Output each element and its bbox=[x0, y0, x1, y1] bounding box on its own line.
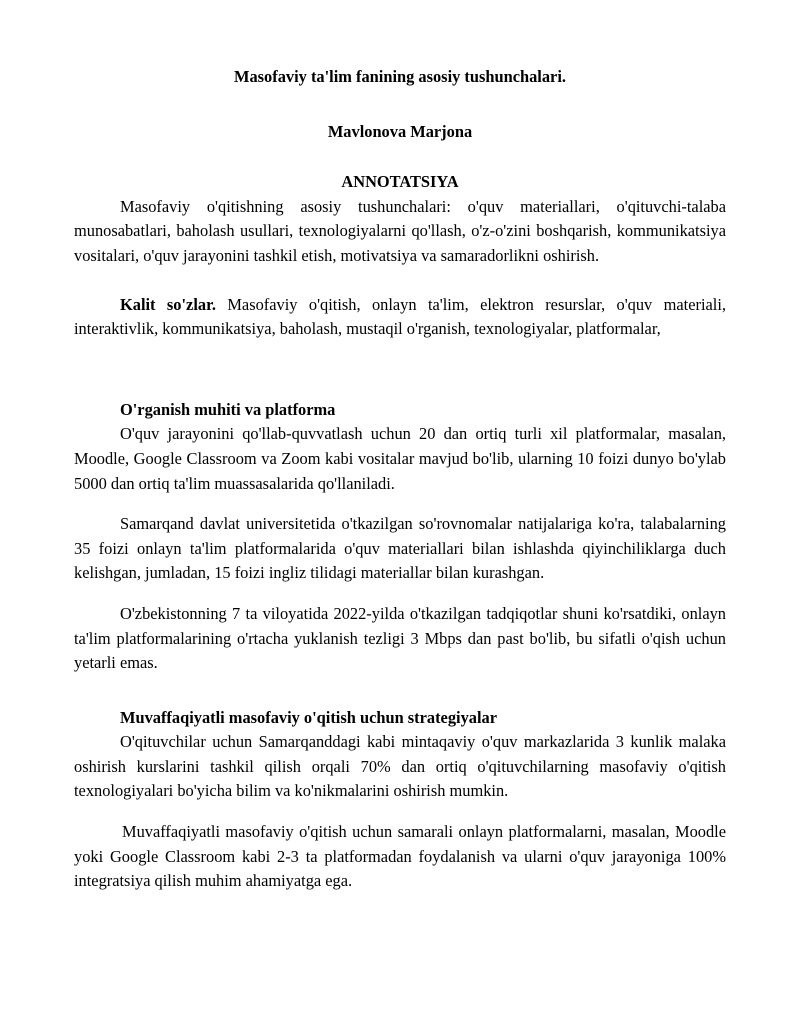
section1-paragraph-1: O'quv jarayonini qo'llab-quvvatlash uchun 20 dan ortiq turli xil platformalar, masalan, Moodle, Google Classroom va Zoom kabi vositalar mavjud bo'lib, ularning 10 foizi dunyo bo'ylab 5000 dan ortiq ta'lim muassasalarida qo'llaniladi. bbox=[74, 424, 726, 493]
annotation-heading: ANNOTATSIYA bbox=[341, 172, 459, 192]
keywords-label: Kalit so'zlar. bbox=[120, 294, 216, 314]
section1-paragraph-2: Samarqand davlat universitetida o'tkazilgan so'rovnomalar natijalariga ko'ra, talabalarning 35 foizi onlayn ta'lim platformalarida o'quv materiallari bilan ishlashda qiyinchiliklarga duch kelishgan, jumladan, 15 foizi ingliz tilidagi materiallar bilan kurashgan. bbox=[74, 514, 726, 583]
section1-paragraph-3: O'zbekistonning 7 ta viloyatida 2022-yilda o'tkazilgan tadqiqotlar shuni ko'rsatdiki, onlayn ta'lim platformalarining o'rtacha yuklanish tezligi 3 Mbps dan past bo'lib, bu sifatli o'qish uchun yetarli emas. bbox=[74, 603, 726, 673]
annotation-paragraph: Masofaviy o'qitishning asosiy tushunchalari: o'quv materiallari, o'qituvchi-talaba munosabatlari, baholash usullari, texnologiyalarni qo'llash, o'z-o'zini boshqarish, kommunikatsiya vositalari, o'quv jarayonini tashkil etish, motivatsiya va samaradorlikni oshirish. bbox=[74, 196, 726, 265]
section-heading-strategies: Muvaffaqiyatli masofaviy o'qitish uchun strategiyalar bbox=[120, 707, 497, 727]
section-heading-learning-environment: O'rganish muhiti va platforma bbox=[120, 399, 336, 419]
keywords-paragraph bbox=[74, 293, 726, 342]
keywords-list: Masofaviy o'qitish, onlayn ta'lim, elektron resurslar, o'quv materiali, interaktivlik, kommunikatsiya, baholash, mustaqil o'rganish, texnologiyalar, platformalar, bbox=[74, 294, 726, 339]
document-title: Masofaviy ta'lim fanining asosiy tushunchalari. bbox=[234, 67, 566, 86]
author-name: Mavlonova Marjona bbox=[327, 121, 473, 141]
section2-paragraph-1: O'qituvchilar uchun Samarqanddagi kabi mintaqaviy o'quv markazlarida 3 kunlik malaka oshirish kurslarini tashkil qilish orqali 70% dan ortiq o'qituvchilarning masofaviy o'qitish texnologiyalari bo'yicha bilim va ko'nikmalarini oshirish mumkin. bbox=[74, 732, 726, 801]
section2-paragraph-2: Muvaffaqiyatli masofaviy o'qitish uchun samarali onlayn platformalarni, masalan, Moodle yoki Google Classroom kabi 2-3 ta platformadan foydalanish va ularni o'quv jarayoniga 100% integratsiya qilish muhim ahamiyatga ega. bbox=[74, 822, 726, 891]
